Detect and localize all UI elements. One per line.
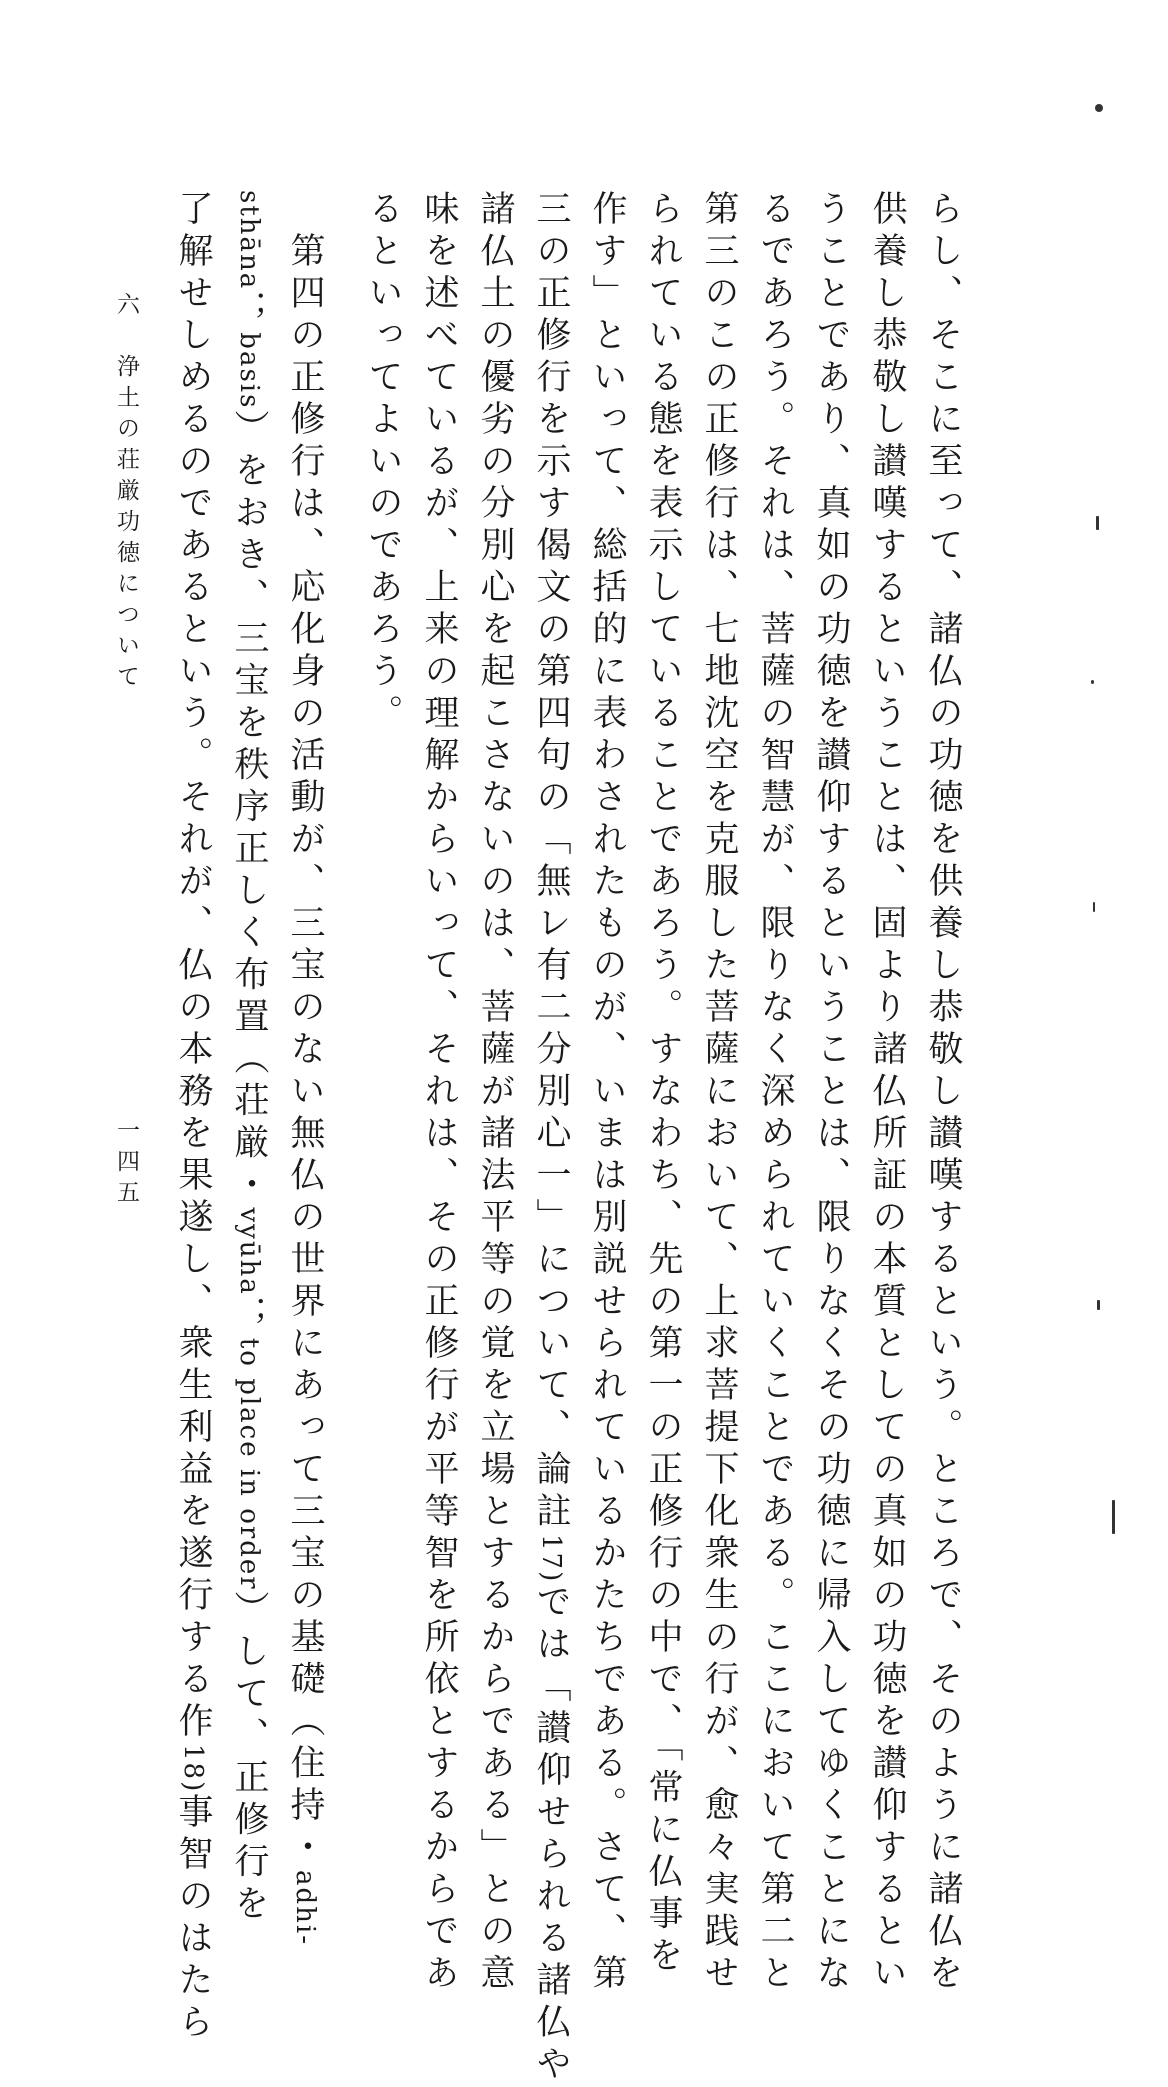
text-line-8: 三の正修行を示す偈文の第四句の「無レ有二分別心一」について、論註17)では「讃仰せられる諸仏や <box>531 190 571 2087</box>
text-line-1: らし、そこに至って、諸仏の功徳を供養し恭敬し讃嘆するという。ところで、そのように諸仏を <box>923 190 963 1996</box>
text-line-3: うことであり、真如の功徳を讃仰するということは、限りなくその功徳に帰入してゆくことにな <box>811 190 851 1996</box>
scan-speck <box>1097 1300 1100 1310</box>
scan-speck <box>1112 1500 1115 1534</box>
text-line-11: るといってよいのであろう。 <box>363 190 403 736</box>
scan-speck <box>1095 104 1103 112</box>
text-line-9: 諸仏土の優劣の分別心を起こさないのは、菩薩が諸法平等の覚を立場とするからである」との意 <box>475 190 515 1996</box>
text-line-7: 作す」といって、総括的に表わされたものが、いまは別説せられているかたちである。さて、第 <box>587 190 627 1996</box>
text-line-10: 味を述べているが、上来の理解からいって、それは、その正修行が平等智を所依とするからであ <box>419 190 459 1996</box>
text-line-5: 第三のこの正修行は、七地沈空を克服した菩薩において、上求菩提下化衆生の行が、愈々実践せ <box>699 190 739 1996</box>
text-line-6: られている態を表示していることであろう。すなわち、先の第一の正修行の中で、「常に仏事を <box>643 190 683 1979</box>
page-number: 一四五 <box>113 1118 139 1211</box>
scan-speck <box>1096 516 1099 530</box>
text-line-13: sthāna；basis）をおき、三宝を秩序正しく布置（荘厳・vyūha；to place in order）して、正修行を <box>229 190 269 1927</box>
running-header: 六 浄土の荘厳功徳について <box>113 292 139 695</box>
text-line-14: 了解せしめるのであるという。それが、仏の本務を果遂し、衆生利益を遂行する作18)事智のはたら <box>173 190 213 2046</box>
text-line-12: 第四の正修行は、応化身の活動が、三宝のない無仏の世界にあって三宝の基礎（住持・adhi- <box>285 190 325 1946</box>
text-line-4: るであろう。それは、菩薩の智慧が、限りなく深められていくことである。ここにおいて第二と <box>755 190 795 1996</box>
scan-speck <box>1091 680 1094 684</box>
text-line-2: 供養し恭敬し讃嘆するということは、固より諸仏所証の本質としての真如の功徳を讃仰するとい <box>867 190 907 1996</box>
scan-speck <box>1093 902 1095 912</box>
